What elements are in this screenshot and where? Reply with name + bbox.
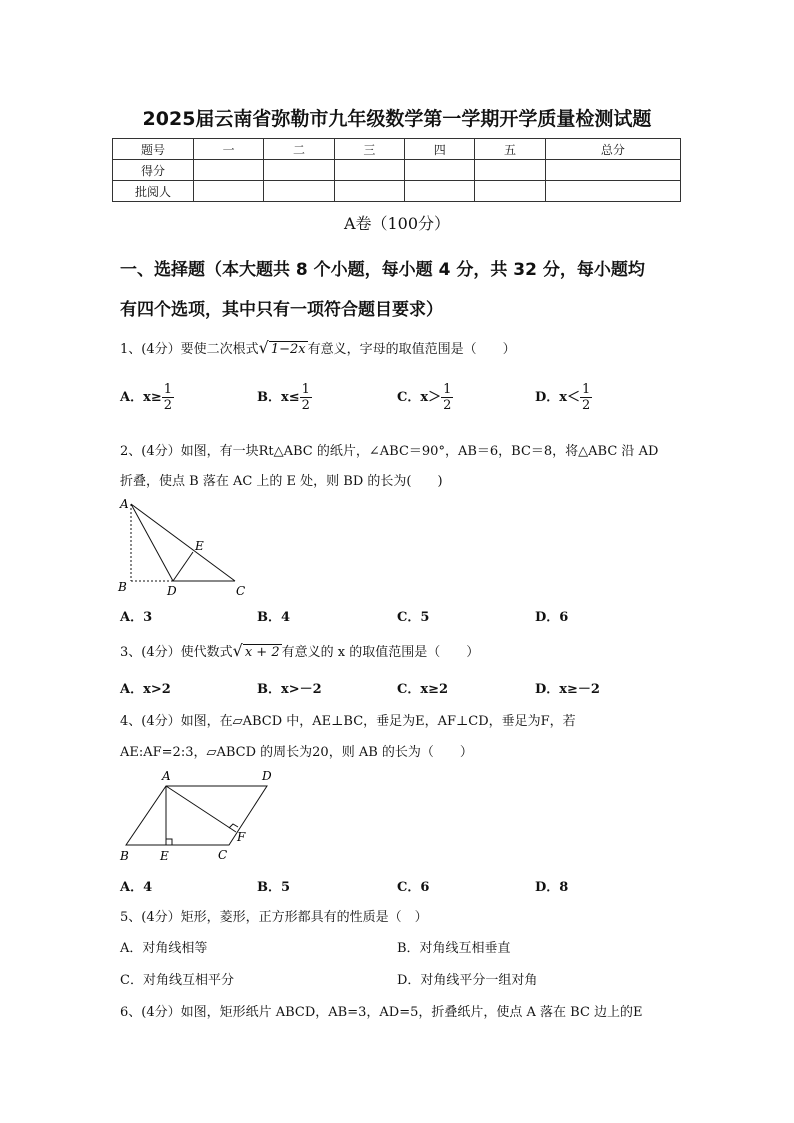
point-label-b: B xyxy=(120,849,129,863)
question-3-option-a[interactable]: A．x>2 xyxy=(120,682,171,697)
point-label-e: E xyxy=(160,849,169,863)
score-cell[interactable] xyxy=(545,160,680,181)
question-3-suffix: 有意义的 x 的取值范围是（ ） xyxy=(281,645,480,660)
question-1-option-b[interactable] xyxy=(257,382,312,413)
score-table-header-cell: 二 xyxy=(264,139,334,160)
question-1-suffix: 有意义，字母的取值范围是（ ） xyxy=(307,342,516,357)
question-4-figure xyxy=(110,764,280,864)
score-table xyxy=(112,138,681,202)
score-cell[interactable] xyxy=(194,160,264,181)
question-2-option-d[interactable]: D．6 xyxy=(535,610,569,625)
question-3-prefix: 3、(4分）使代数式 xyxy=(120,645,233,660)
score-cell[interactable] xyxy=(194,181,264,202)
sqrt-symbol: √ xyxy=(258,338,269,357)
question-3 xyxy=(120,641,479,660)
point-label-f: F xyxy=(237,830,246,844)
question-2-option-c[interactable]: C．5 xyxy=(397,610,430,625)
question-2-option-b[interactable]: B．4 xyxy=(257,610,291,625)
question-4-option-d[interactable]: D．8 xyxy=(535,880,569,895)
score-cell[interactable] xyxy=(264,160,334,181)
segment-ad xyxy=(131,504,173,581)
option-label: A．x≥ xyxy=(120,390,162,405)
point-label-a: A xyxy=(120,497,129,511)
score-cell[interactable] xyxy=(405,181,475,202)
score-row-label: 批阅人 xyxy=(113,181,194,202)
question-1-option-c[interactable] xyxy=(397,382,453,413)
question-5: 5、(4分）矩形，菱形，正方形都具有的性质是（ ） xyxy=(120,910,428,925)
question-6: 6、(4分）如图，矩形纸片 ABCD，AB=3，AD=5，折叠纸片，使点 A 落在 BC 边上的E xyxy=(120,1005,643,1020)
score-cell[interactable] xyxy=(545,181,680,202)
score-table-header-cell: 总分 xyxy=(545,139,680,160)
score-cell[interactable] xyxy=(264,181,334,202)
question-5-option-a[interactable]: A．对角线相等 xyxy=(120,941,208,956)
option-label: C．x＞ xyxy=(397,390,442,405)
section-a-heading: A卷（100分） xyxy=(343,214,451,233)
sqrt-symbol: √ xyxy=(232,641,243,660)
question-1-option-d[interactable] xyxy=(535,382,592,413)
question-3-radicand: x + 2 xyxy=(244,645,280,660)
page-title: 2025届云南省弥勒市九年级数学第一学期开学质量检测试题 xyxy=(142,108,652,130)
part1-heading-line2: 有四个选项，其中只有一项符合题目要求） xyxy=(120,300,443,320)
point-label-e: E xyxy=(195,539,204,553)
parallelogram-abcd xyxy=(126,786,267,845)
right-angle-mark-f xyxy=(229,824,238,828)
question-1-option-a[interactable] xyxy=(120,382,174,413)
fraction: $\frac{1}{2}$ xyxy=(163,382,173,413)
question-2-line2: 折叠，使点 B 落在 AC 上的 E 处，则 BD 的长为( ) xyxy=(120,474,443,489)
segment-de xyxy=(173,552,193,581)
question-4-line2: AE:AF=2:3，▱ABCD 的周长为20，则 AB 的长为（ ） xyxy=(120,745,473,760)
score-table-header-row xyxy=(113,139,681,160)
score-row-label: 得分 xyxy=(113,160,194,181)
score-cell[interactable] xyxy=(475,181,545,202)
question-4-option-c[interactable]: C．6 xyxy=(397,880,430,895)
score-table-header-cell: 一 xyxy=(194,139,264,160)
score-table-header-cell: 五 xyxy=(475,139,545,160)
segment-ac xyxy=(131,504,235,581)
score-cell[interactable] xyxy=(475,160,545,181)
segment-af xyxy=(166,786,236,832)
point-label-d: D xyxy=(262,769,272,783)
question-1-prefix: 1、(4分）要使二次根式 xyxy=(120,342,259,357)
question-5-option-b[interactable]: B．对角线互相垂直 xyxy=(397,941,511,956)
fraction: $\frac{1}{2}$ xyxy=(301,382,310,413)
option-label: D．x＜ xyxy=(535,390,581,405)
option-label: B．x≤ xyxy=(257,390,300,405)
right-angle-mark-e xyxy=(166,839,172,845)
score-table-header-cell: 题号 xyxy=(113,139,194,160)
question-4-option-b[interactable]: B．5 xyxy=(257,880,291,895)
question-2-figure xyxy=(110,492,260,600)
score-cell[interactable] xyxy=(405,160,475,181)
part1-heading-line1: 一、选择题（本大题共 8 个小题，每小题 4 分，共 32 分，每小题均 xyxy=(120,260,645,280)
score-cell[interactable] xyxy=(334,181,404,202)
point-label-c: C xyxy=(218,848,228,862)
question-5-option-c[interactable]: C．对角线互相平分 xyxy=(120,973,234,988)
question-1-radicand: 1−2x xyxy=(270,342,306,357)
point-label-c: C xyxy=(236,584,246,598)
question-3-option-b[interactable]: B．x>－2 xyxy=(257,682,322,697)
fraction: $\frac{1}{2}$ xyxy=(443,382,452,413)
score-table-header-cell: 四 xyxy=(405,139,475,160)
point-label-d: D xyxy=(167,584,177,598)
question-5-option-d[interactable]: D．对角线平分一组对角 xyxy=(397,973,538,988)
question-3-option-c[interactable]: C．x≥2 xyxy=(397,682,449,697)
question-3-option-d[interactable]: D．x≥－2 xyxy=(535,682,600,697)
point-label-a: A xyxy=(162,769,171,783)
question-2-line1: 2、(4分）如图，有一块Rt△ABC 的纸片，∠ABC＝90°，AB＝6，BC＝8，将△ABC 沿 AD xyxy=(120,444,659,459)
score-table-row xyxy=(113,181,681,202)
question-2-option-a[interactable]: A．3 xyxy=(120,610,153,625)
score-table-row xyxy=(113,160,681,181)
score-cell[interactable] xyxy=(334,160,404,181)
fraction: $\frac{1}{2}$ xyxy=(582,382,591,413)
question-1 xyxy=(120,338,516,357)
score-table-header-cell: 三 xyxy=(334,139,404,160)
question-4-line1: 4、(4分）如图，在▱ABCD 中，AE⊥BC，垂足为E，AF⊥CD，垂足为F，若 xyxy=(120,714,576,729)
point-label-b: B xyxy=(118,580,127,594)
question-4-option-a[interactable]: A．4 xyxy=(120,880,153,895)
